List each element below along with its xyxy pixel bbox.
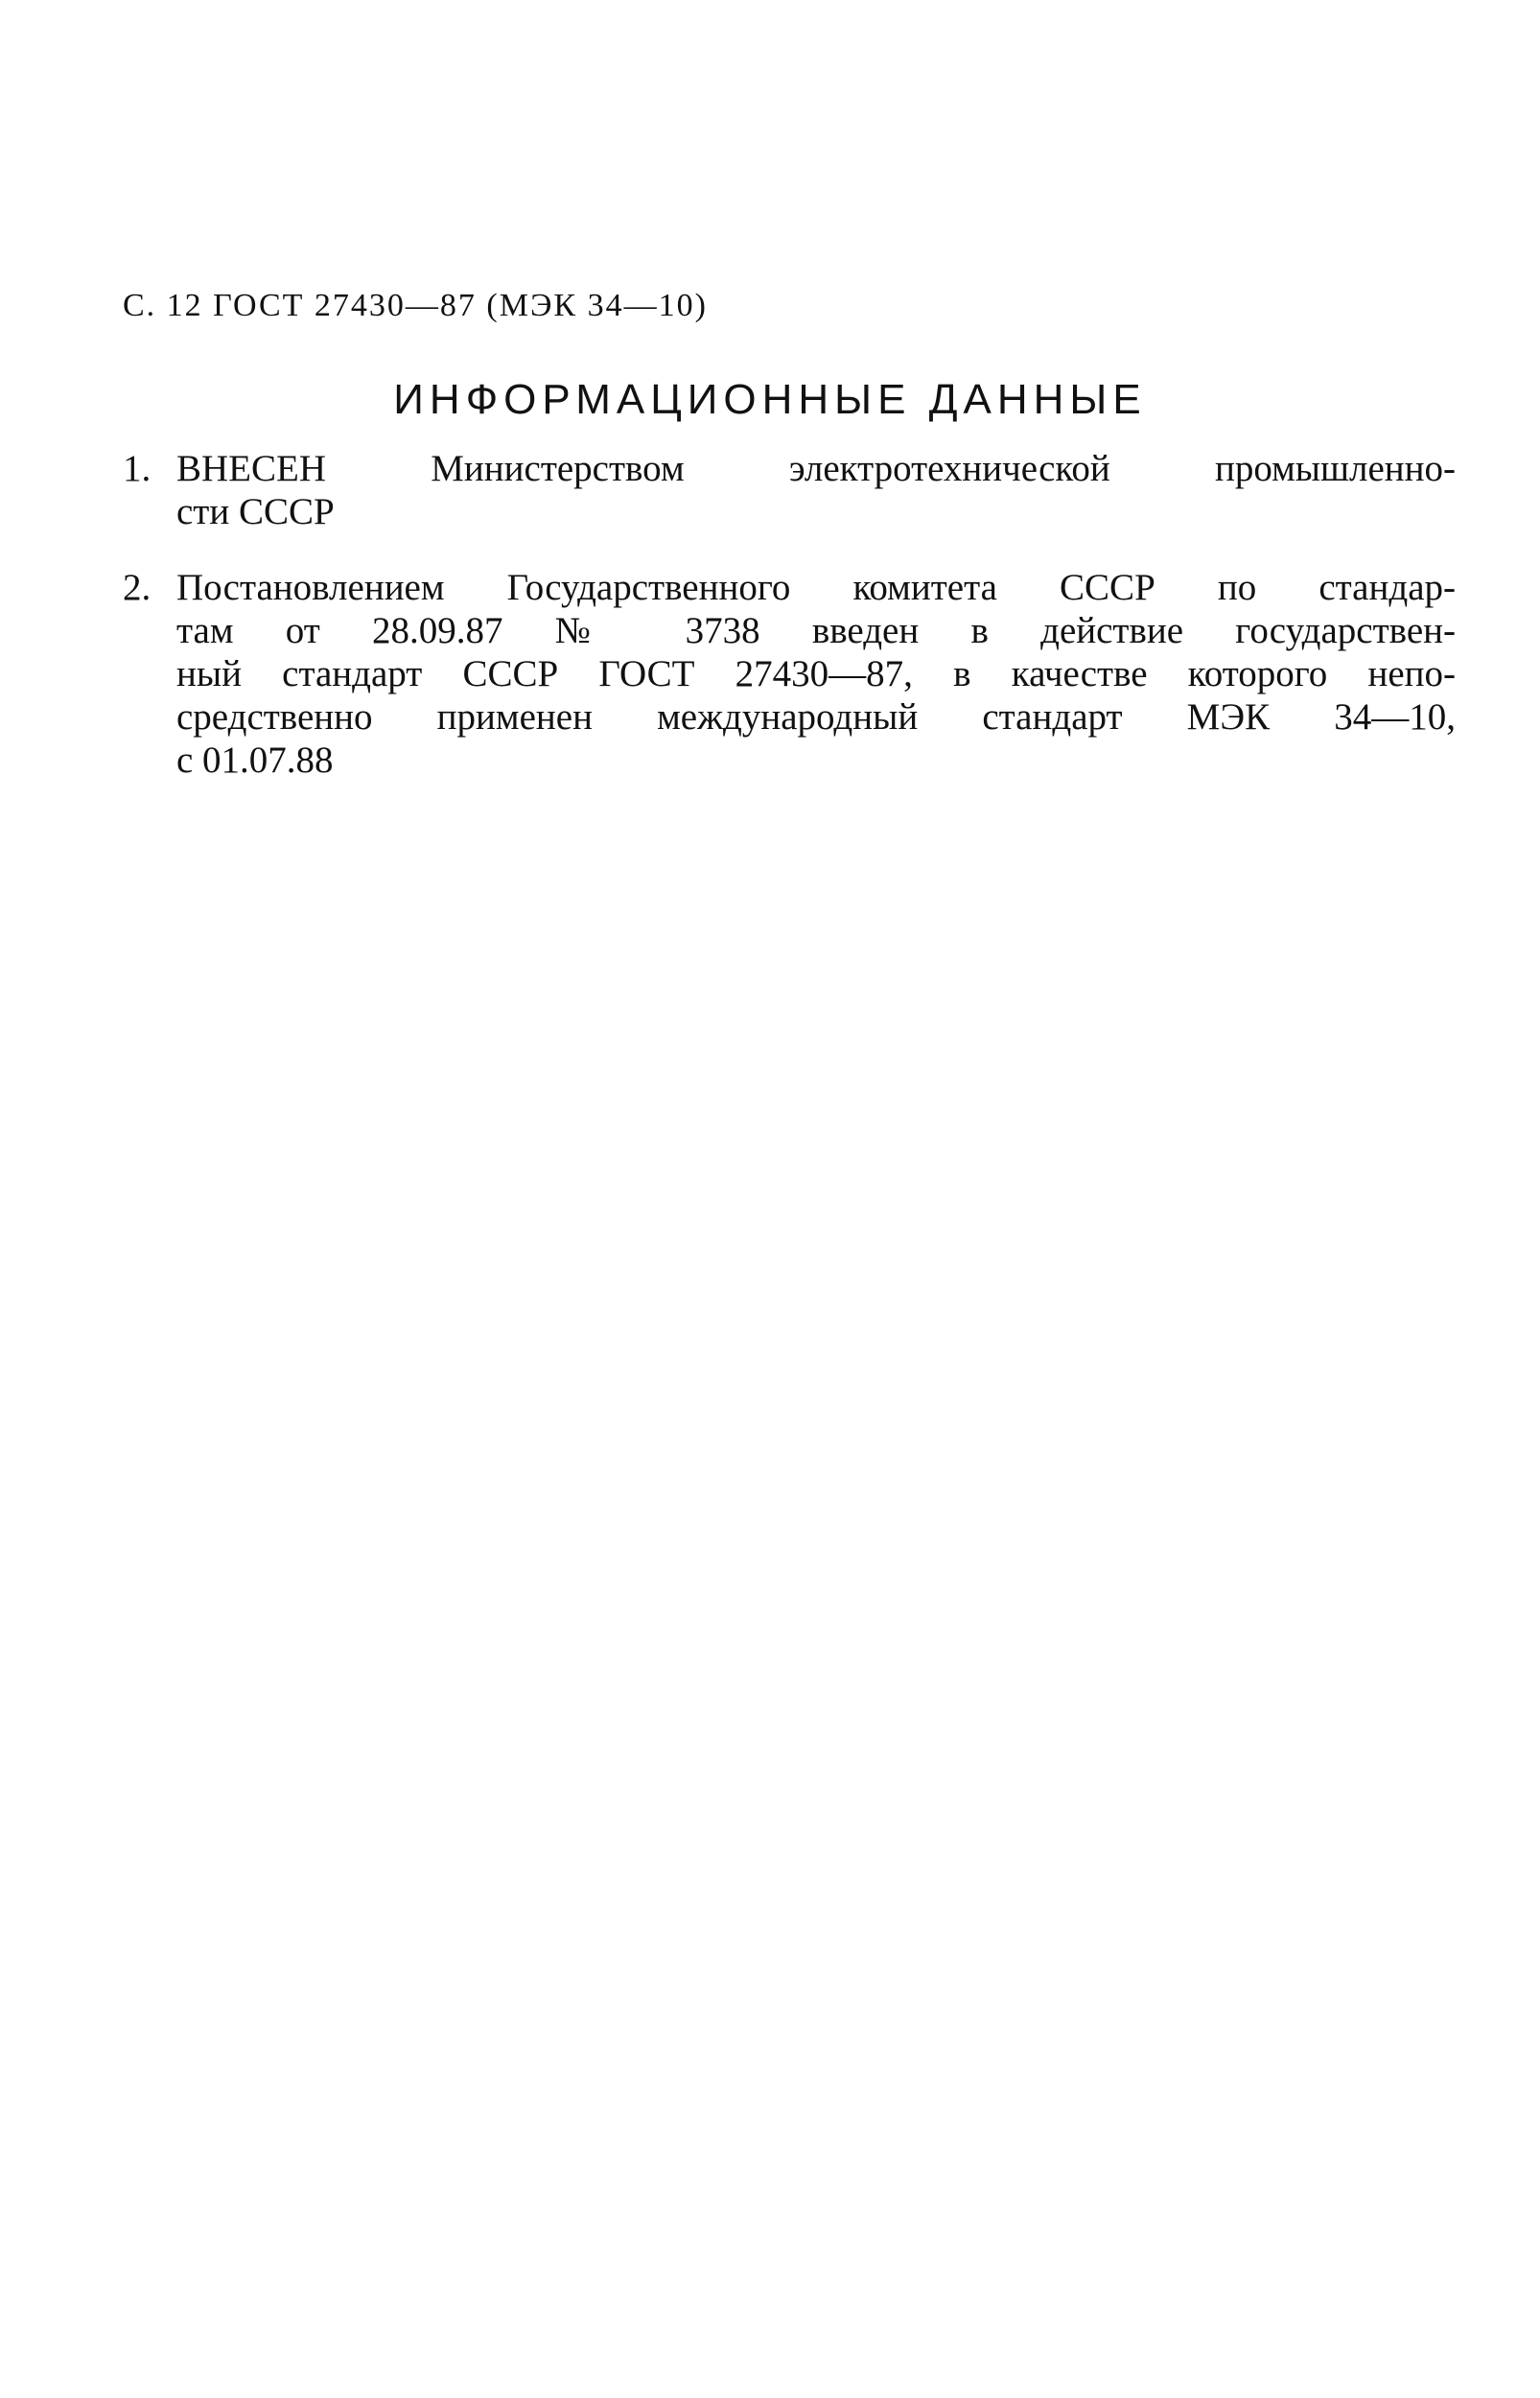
- item-number: 1.: [123, 448, 152, 489]
- info-item-1: [123, 447, 1456, 533]
- item-line: ВНЕСЕН Министерством электротехнической промышленно-: [176, 448, 1456, 489]
- info-item-2: [123, 566, 1456, 782]
- section-title: ИНФОРМАЦИОННЫЕ ДАННЫЕ: [393, 376, 1147, 423]
- item-line: сти СССР: [176, 491, 335, 532]
- item-line: средственно применен международный стандарт МЭК 34—10,: [176, 696, 1456, 738]
- item-line: ный стандарт СССР ГОСТ 27430—87, в качестве которого непо-: [176, 653, 1456, 694]
- item-line: Постановлением Государственного комитета СССР по стандар-: [176, 567, 1456, 608]
- page-header: С. 12 ГОСТ 27430—87 (МЭК 34—10): [123, 288, 708, 323]
- item-line: там от 28.09.87 № 3738 введен в действие государствен-: [176, 610, 1456, 651]
- item-number: 2.: [123, 567, 152, 608]
- item-line: с 01.07.88: [176, 740, 334, 781]
